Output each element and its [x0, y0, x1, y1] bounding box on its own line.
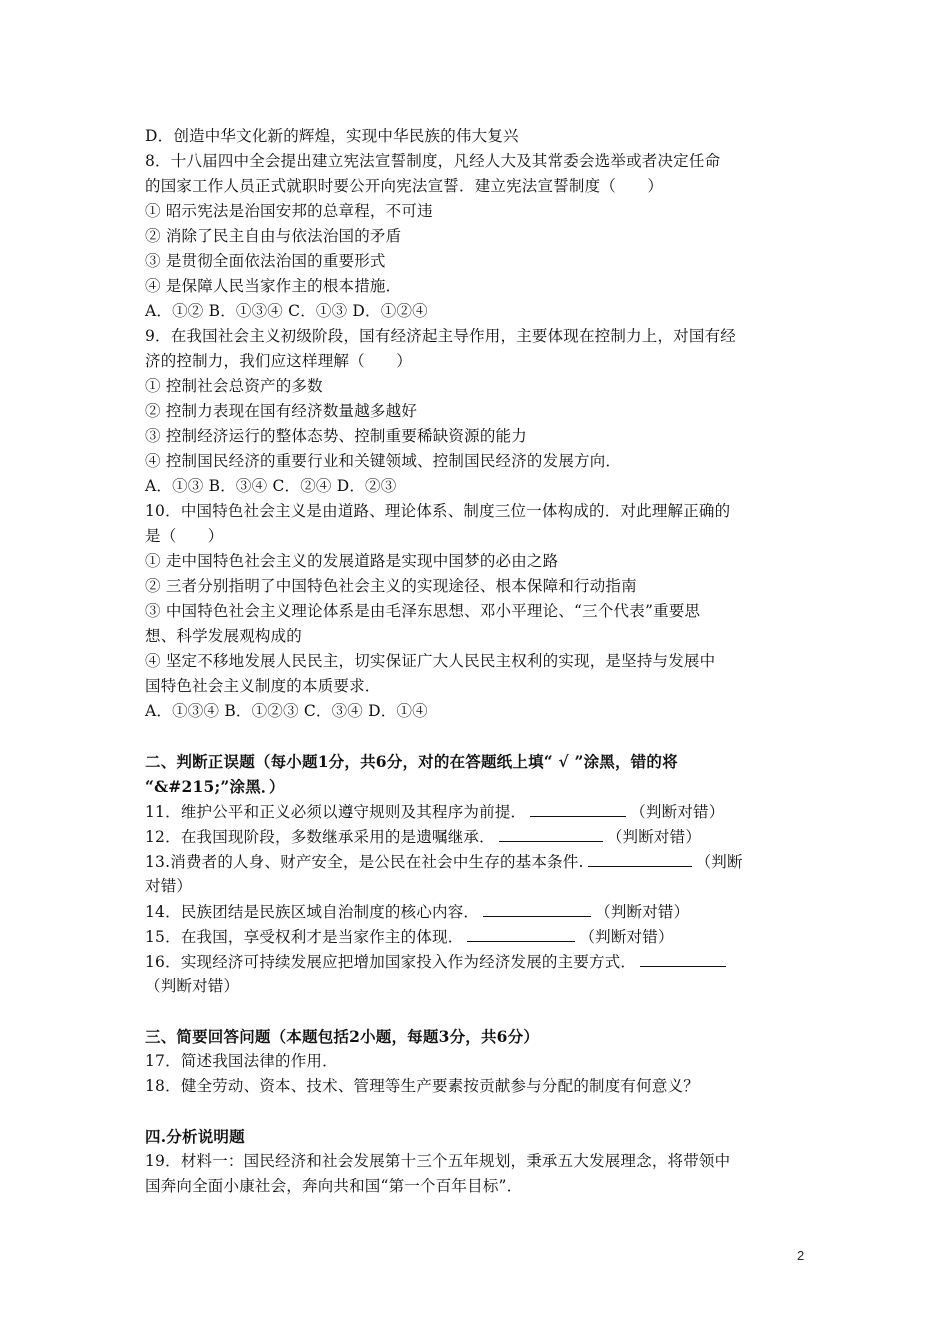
q18: 18．健全劳动、资本、技术、管理等生产要素按贡献参与分配的制度有何意义？ [145, 1077, 699, 1095]
q8-stem-line2: 的国家工作人员正式就职时要公开向宪法宣誓．建立宪法宣誓制度（ ） [145, 177, 664, 195]
q8-statement-4: ④ 是保障人民当家作主的根本措施． [145, 277, 402, 295]
q10-statement-3b: 想、科学发展观构成的 [145, 627, 303, 645]
q11 [145, 799, 815, 824]
q9-statement-3: ③ 控制经济运行的整体态势、控制重要稀缺资源的能力 [145, 427, 527, 445]
q16-line2: （判断对错） [145, 977, 240, 995]
q12-tail: （判断对错） [606, 828, 702, 846]
q9-statement-1: ① 控制社会总资产的多数 [145, 377, 323, 395]
q8-statement-3: ③ 是贯彻全面依法治国的重要形式 [145, 252, 386, 270]
q10-statement-4a: ④ 坚定不移地发展人民民主，切实保证广大人民民主权利的实现，是坚持与发展中 [145, 652, 716, 670]
section3-title: 三、简要回答问题（本题包括2小题，每题3分，共6分） [145, 1027, 540, 1046]
q13-answer-blank[interactable] [588, 849, 692, 867]
section-spacer [145, 999, 815, 1024]
q10-statement-4b: 国特色社会主义制度的本质要求． [145, 677, 381, 695]
q16-text: 16．实现经济可持续发展应把增加国家投入作为经济发展的主要方式． [145, 953, 637, 971]
q15-tail: （判断对错） [579, 928, 674, 946]
exam-page [145, 124, 815, 1199]
q10-stem-line2: 是（ ） [145, 527, 224, 545]
q10-statement-1: ① 走中国特色社会主义的发展道路是实现中国梦的必由之路 [145, 552, 559, 570]
q9-statement-4: ④ 控制国民经济的重要行业和关键领域、控制国民经济的发展方向． [145, 452, 622, 470]
q19-line1: 19．材料一：国民经济和社会发展第十三个五年规划，秉承五大发展理念，将带领中 [145, 1152, 731, 1170]
q9-stem-line2: 济的控制力，我们应这样理解（ ） [145, 352, 412, 370]
q11-answer-blank[interactable] [530, 799, 626, 817]
section-spacer [145, 724, 815, 749]
q13 [145, 849, 815, 874]
q14-answer-blank[interactable] [483, 899, 591, 917]
section2-title-line2: “&#215;”涂黑．） [145, 777, 285, 796]
q9-statement-2: ② 控制力表现在国有经济数量越多越好 [145, 402, 418, 420]
q14-tail: （判断对错） [595, 903, 690, 921]
q11-text: 11．维护公平和正义必须以遵守规则及其程序为前提． [145, 803, 527, 821]
q12-answer-blank[interactable] [499, 824, 603, 842]
q10-stem-line1: 10．中国特色社会主义是由道路、理论体系、制度三位一体构成的．对此理解正确的 [145, 502, 731, 520]
section-spacer [145, 1099, 815, 1124]
q10-statement-2: ② 三者分别指明了中国特色社会主义的实现途径、根本保障和行动指南 [145, 577, 637, 595]
q11-tail: （判断对错） [630, 803, 725, 821]
q17: 17．简述我国法律的作用． [145, 1052, 338, 1070]
page-number: 2 [797, 1248, 805, 1263]
q13-tail: （判断 [695, 853, 743, 871]
q13-text: 13.消费者的人身、财产安全，是公民在社会中生存的基本条件. [145, 853, 584, 871]
q9-stem-line1: 9．在我国社会主义初级阶段，国有经济起主导作用，主要体现在控制力上，对国有经 [145, 327, 736, 345]
q12 [145, 824, 815, 849]
section4-title: 四.分析说明题 [145, 1127, 245, 1146]
q8-options: A．①② B．①③④ C．①③ D．①②④ [145, 302, 428, 320]
q15-text: 15．在我国，享受权利才是当家作主的体现． [145, 928, 464, 946]
q19-line2: 国奔向全面小康社会，奔向共和国“第一个百年目标”． [145, 1177, 523, 1195]
q14-text: 14．民族团结是民族区域自治制度的核心内容． [145, 903, 480, 921]
q8-statement-2: ② 消除了民主自由与依法治国的矛盾 [145, 227, 402, 245]
q16 [145, 949, 815, 974]
q10-options: A．①③④ B．①②③ C．③④ D．①④ [145, 702, 428, 720]
q8-statement-1: ① 昭示宪法是治国安邦的总章程，不可违 [145, 202, 433, 220]
q14 [145, 899, 815, 924]
section2-title-line1: 二、判断正误题（每小题1分，共6分，对的在答题纸上填“ √ ”涂黑，错的将 [145, 752, 678, 771]
q9-options: A．①③ B．③④ C．②④ D．②③ [145, 477, 397, 495]
q13-line2: 对错） [145, 877, 193, 895]
q10-statement-3a: ③ 中国特色社会主义理论体系是由毛泽东思想、邓小平理论、“三个代表”重要思 [145, 602, 701, 620]
q12-text: 12．在我国现阶段，多数继承采用的是遗嘱继承． [145, 828, 495, 846]
q8-stem-line1: 8．十八届四中全会提出建立宪法宣誓制度，凡经人大及其常委会选举或者决定任命 [145, 152, 721, 170]
q15-answer-blank[interactable] [467, 924, 575, 942]
q7-option-d: D．创造中华文化新的辉煌，实现中华民族的伟大复兴 [145, 127, 519, 145]
q15 [145, 924, 815, 949]
q16-answer-blank[interactable] [640, 949, 726, 967]
